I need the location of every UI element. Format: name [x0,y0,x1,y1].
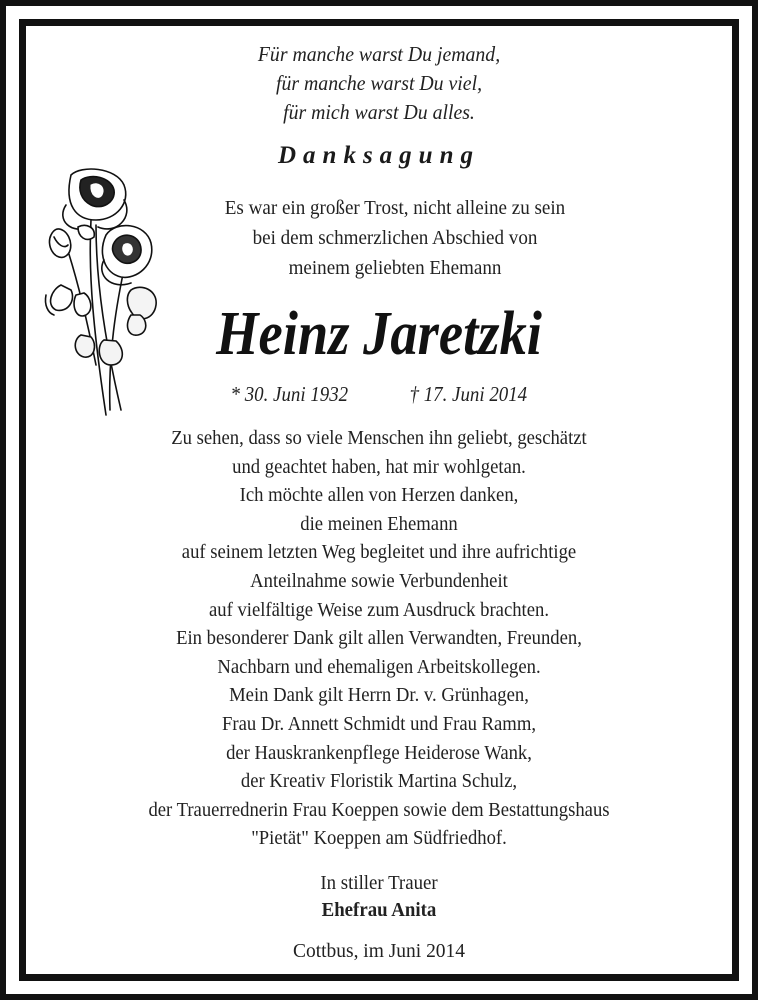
body-line: der Hauskrankenpflege Heiderose Wank, [226,741,532,764]
body-line: Frau Dr. Annett Schmidt und Frau Ramm, [221,712,537,735]
death-date: † 17. Juni 2014 [409,382,528,406]
motto-line: für mich warst Du alles. [283,100,475,124]
place-date-text: Cottbus, im Juni 2014 [292,940,466,962]
body-line: und geachtet haben, hat mir wohlgetan. [232,455,526,478]
signoff [0,870,758,924]
signoff-line: In stiller Trauer [320,872,438,894]
body-line: der Kreativ Floristik Martina Schulz, [240,770,518,793]
intro-text [80,193,710,283]
motto-line: für manche warst Du viel, [275,71,483,95]
body-line: Nachbarn und ehemaligen Arbeitskollegen. [217,655,541,678]
life-dates [0,382,758,407]
heading-danksagung: Danksagung [278,142,480,169]
birth-date: * 30. Juni 1932 [230,382,349,406]
body-line: Anteilnahme sowie Verbundenheit [250,569,508,592]
thank-you-body [0,424,758,853]
signer-name: Ehefrau Anita [321,899,437,921]
body-line: auf vielfältige Weise zum Ausdruck brachten. [208,598,550,621]
intro-line: bei dem schmerzlichen Abschied von [252,227,538,249]
deceased-name: Heinz Jaretzki [216,300,542,368]
body-line: Zu sehen, dass so viele Menschen ihn geliebt, geschätzt [171,427,587,449]
place-date [0,940,758,963]
intro-line: meinem geliebten Ehemann [288,257,502,279]
body-line: Ein besonderer Dank gilt allen Verwandten, Freunden, [176,627,582,650]
body-line: Mein Dank gilt Herrn Dr. v. Grünhagen, [229,684,529,707]
motto-verse [30,40,727,127]
body-line: Ich möchte allen von Herzen danken, [239,484,519,507]
body-line: "Pietät" Koeppen am Südfriedhof. [251,827,507,850]
body-line: die meinen Ehemann [300,512,458,535]
body-line: auf seinem letzten Weg begleitet und ihre aufrichtige [181,541,577,564]
intro-line: Es war ein großer Trost, nicht alleine zu sein [224,197,566,219]
motto-line: Für manche warst Du jemand, [257,42,501,66]
body-line: der Trauerrednerin Frau Koeppen sowie dem Bestattungshaus [148,798,610,821]
